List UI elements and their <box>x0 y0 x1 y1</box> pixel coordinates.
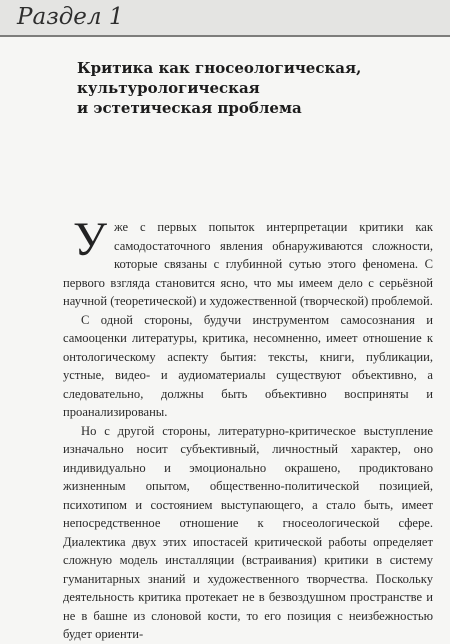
chapter-title <box>77 58 427 118</box>
drop-cap: У <box>73 213 107 266</box>
paragraph: Но с другой стороны, литературно-критическое выступление изначально носит субъективный, личностный характер, оно индивидуально и эмоционально окрашено, продиктовано жизненным опытом, общественно-политической позицией, психотипом и состоянием выступающего, а стало быть, имеет непосредственное отношение к гносеологической сфере. Диалектика двух этих ипостасей критической работы определяет сложную модель инсталляции (встраивания) критики в систему гуманитарных знаний и художественного творчества. Поскольку деятельность критика протекает не в безвоздушном пространстве и не в башне из слоновой кости, то его позиция с неизбежностью будет ориенти- <box>63 423 433 641</box>
paragraph <box>63 213 433 311</box>
paragraph-text: же с первых попыток интерпретации критики как самодостаточного явления обнаруживаются сложности, которые связаны с глубинной сутью этого феномена. С первого взгляда становится ясно, что мы имеем дело с серьёзной научной (теоретической) и художественной (творческой) проблемой. <box>63 220 433 308</box>
section-header <box>0 0 450 35</box>
body-text <box>63 213 433 644</box>
chapter-title-line: культурологическая <box>77 79 260 97</box>
header-rule <box>0 35 450 37</box>
chapter-title-line: и эстетическая проблема <box>77 99 302 117</box>
section-label: Раздел 1 <box>17 4 124 30</box>
paragraph: С одной стороны, будучи инструментом самосознания и самооценки литературы, критика, несомненно, имеет отношение к онтологическому аспекту бытия: тексты, книги, публикации, устные, видео- и аудиоматериалы существуют объективно, а следовательно, должны быть объективно восприняты и проанализированы. <box>63 312 433 419</box>
chapter-title-line: Критика как гносеологическая, <box>77 59 362 77</box>
